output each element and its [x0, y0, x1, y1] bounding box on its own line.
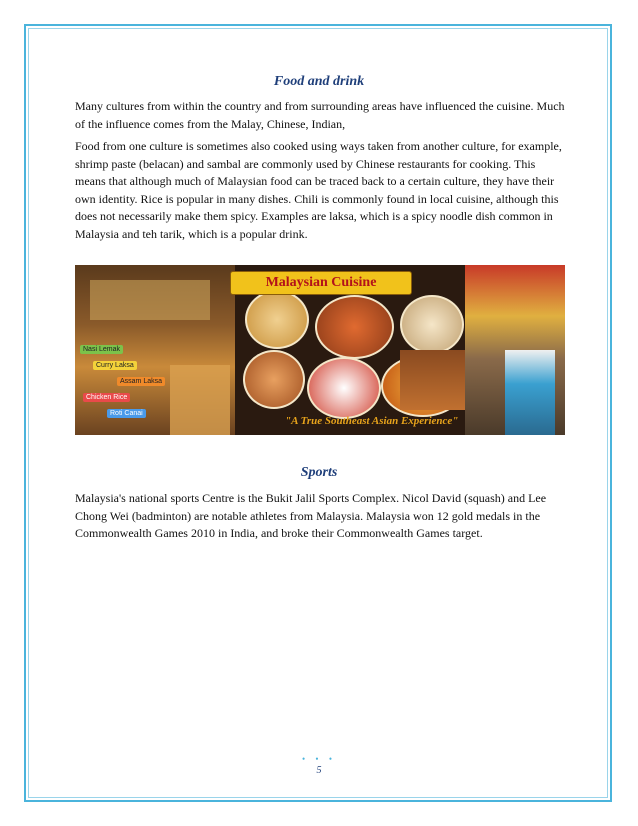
- banner-title: Malaysian Cuisine: [230, 271, 412, 295]
- dish-image: [307, 357, 381, 419]
- footer-decoration: • • •: [302, 754, 336, 764]
- dish-image: [315, 295, 394, 359]
- sign-assam-laksa: Assam Laksa: [117, 377, 165, 386]
- sign-roti-canai: Roti Canai: [107, 409, 146, 418]
- sports-paragraph-1: Malaysia's national sports Centre is the Bukit Jalil Sports Complex. Nicol David (squash) and Lee Chong Wei (badminton) are notable athletes from Malaysia. Malaysia won 12 gold medals in the Commonwealth Games 2010 in India, and broke their Commonwealth Games target.: [75, 491, 547, 540]
- teh-tarik-vendor-image: [505, 350, 555, 435]
- dish-image: [243, 350, 305, 409]
- dish-image: [245, 290, 309, 349]
- sports-heading: Sports: [300, 465, 338, 480]
- food-heading: Food and drink: [273, 74, 365, 89]
- sign-nasi-lemak: Nasi Lemak: [80, 345, 123, 354]
- page-number: 5: [316, 765, 322, 776]
- cook-figure: [170, 365, 230, 435]
- dish-image: [400, 295, 464, 354]
- sign-curry-laksa: Curry Laksa: [93, 361, 137, 370]
- banner-tagline: "A True Southeast Asian Experience": [285, 415, 459, 427]
- sign-chicken-rice: Chicken Rice: [83, 393, 130, 402]
- food-paragraph-2: Food from one culture is sometimes also cooked using ways taken from another culture, for example, shrimp paste (belacan) and sambal are commonly used by Chinese restaurants for cooking. This means that although much of Malaysian food can be traced back to a certain culture, they have their own identity. Rice is popular in many dishes. Chili is commonly found in local cuisine, although this does not necessarily make them spicy. Examples are laksa, which is a spicy noodle dish common in Malaysia and teh tarik, which is a popular drink.: [75, 139, 562, 241]
- satay-image: [400, 350, 465, 410]
- market-awning: [90, 280, 210, 320]
- food-paragraph-1: Many cultures from within the country and from surrounding areas have influenced the cuisine. Much of the influence comes from the Malay, Chinese, Indian,: [75, 99, 565, 131]
- malaysian-cuisine-banner: [75, 265, 565, 435]
